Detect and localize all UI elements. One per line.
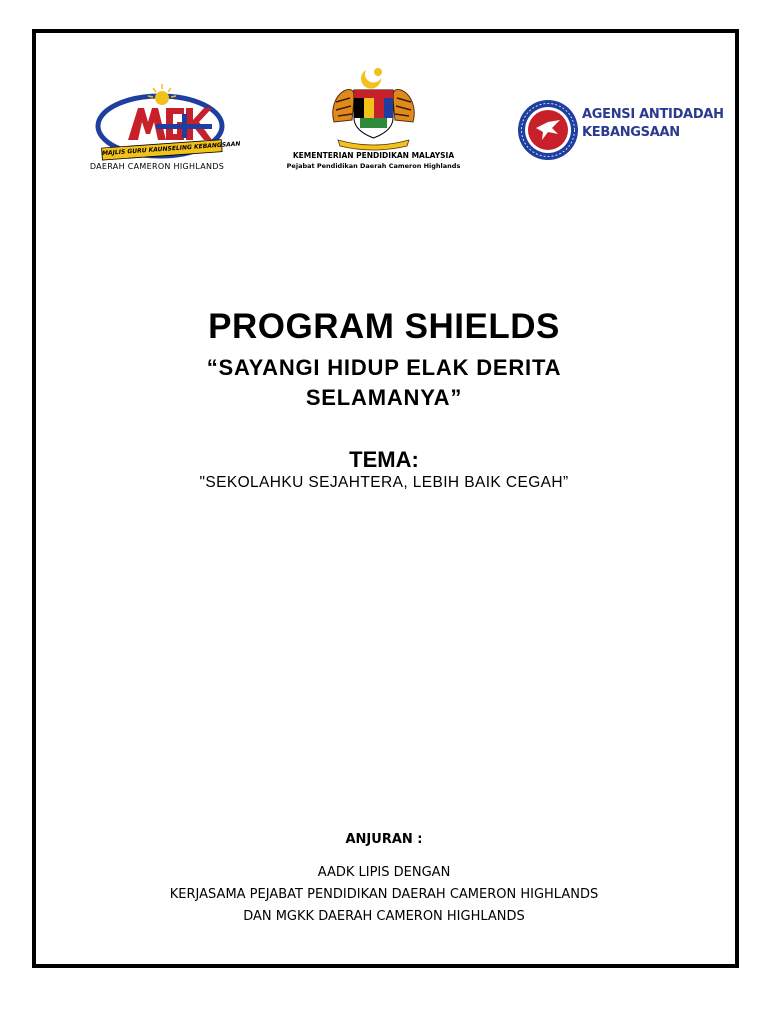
- subtitle-line-1: “SAYANGI HIDUP ELAK DERITA: [206, 355, 562, 380]
- kpm-caption-sub: Pejabat Pendidikan Daerah Cameron Highlands: [286, 162, 461, 170]
- malaysia-coat-of-arms-icon: [286, 62, 461, 150]
- kpm-logo: [286, 62, 461, 174]
- tema-label: TEMA:: [349, 447, 419, 472]
- mgkk-caption: DAERAH CAMERON HIGHLANDS: [89, 162, 225, 171]
- document-title: PROGRAM SHIELDS: [208, 307, 560, 346]
- aadk-seal-icon: [516, 98, 580, 162]
- aadk-name-line2: KEBANGSAAN: [582, 125, 680, 140]
- aadk-name-line1: AGENSI ANTIDADAH: [582, 107, 724, 122]
- tema-text: "SEKOLAHKU SEJAHTERA, LEBIH BAIK CEGAH”: [199, 474, 569, 491]
- organizer-line-3: DAN MGKK DAERAH CAMERON HIGHLANDS: [243, 909, 525, 924]
- aadk-logo: [516, 98, 724, 162]
- organizer-line-1: AADK LIPIS DENGAN: [317, 865, 451, 880]
- aadk-name: [582, 106, 724, 142]
- subtitle-line-2: SELAMANYA”: [305, 385, 463, 410]
- organizer-line-2: KERJASAMA PEJABAT PENDIDIKAN DAERAH CAMERON HIGHLANDS: [169, 887, 599, 902]
- mgkk-logo: [62, 58, 252, 178]
- mgkk-banner-text: MAJLIS GURU KAUNSELING KEBANGSAAN: [101, 140, 241, 158]
- anjuran-label: ANJURAN :: [345, 832, 423, 847]
- kpm-caption-main: KEMENTERIAN PENDIDIKAN MALAYSIA: [292, 151, 455, 160]
